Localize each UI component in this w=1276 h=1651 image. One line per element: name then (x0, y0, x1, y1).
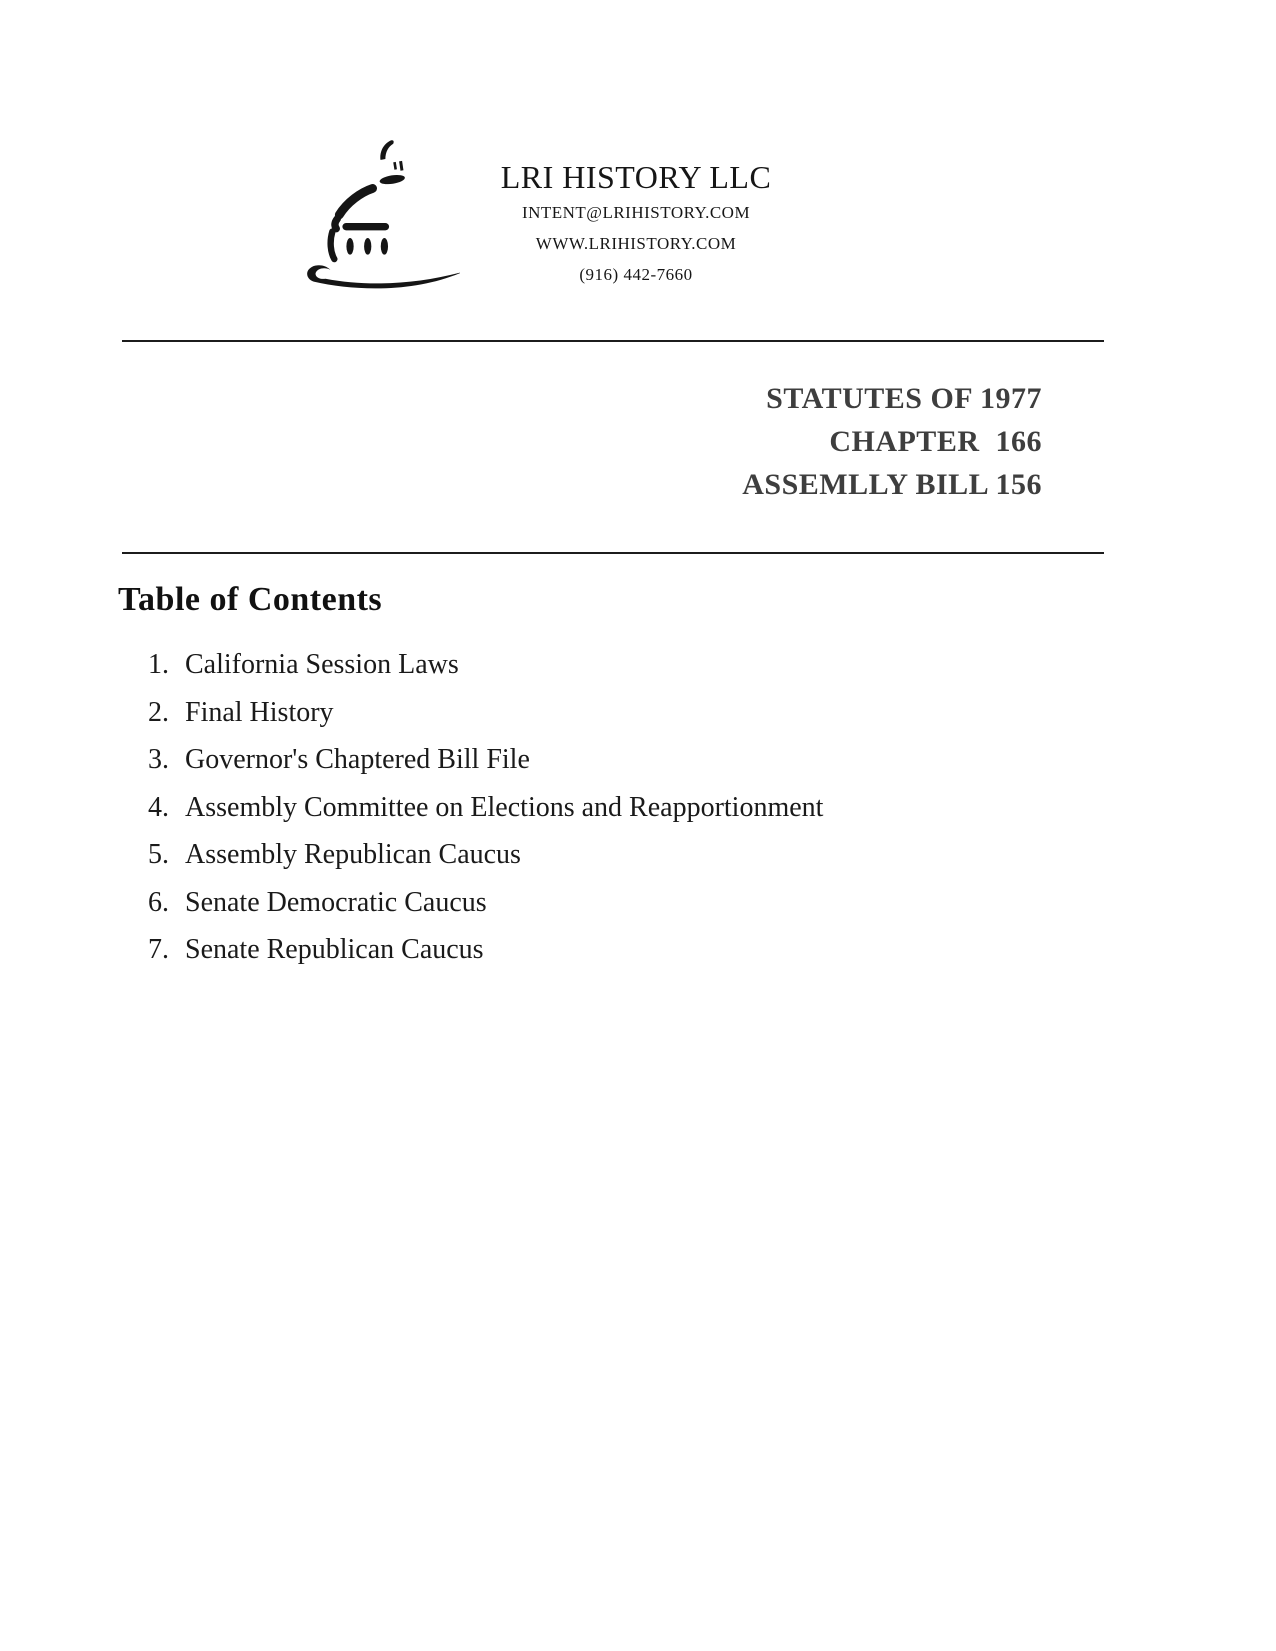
toc-item-label: Governor's Chaptered Bill File (185, 744, 530, 775)
toc-item (148, 745, 823, 775)
toc-item (148, 650, 823, 680)
toc-item (148, 888, 823, 918)
toc-item-number: 5. (148, 839, 169, 870)
toc-list (148, 650, 823, 983)
horizontal-rule-bottom (122, 552, 1104, 554)
toc-item-label: Final History (185, 696, 334, 728)
statutes-line: STATUTES OF 1977 (766, 382, 1042, 415)
toc-item (148, 698, 823, 728)
toc-item-number: 4. (148, 791, 169, 823)
toc-item-number: 7. (148, 934, 169, 965)
toc-item (148, 793, 823, 823)
toc-item-number: 6. (148, 886, 169, 918)
toc-item-label: Assembly Committee on Elections and Reapportionment (185, 791, 824, 823)
phone-text: (916) 442-7660 (579, 265, 693, 284)
toc-item (148, 935, 823, 965)
toc-item-label: California Session Laws (185, 649, 459, 680)
toc-item-number: 1. (148, 649, 169, 680)
bill-line: ASSEMLLY BILL 156 (742, 468, 1042, 501)
website-text: WWW.LRIHISTORY.COM (535, 234, 737, 253)
toc-item-label: Assembly Republican Caucus (185, 839, 521, 870)
email-text: INTENT@LRIHISTORY.COM (521, 203, 751, 222)
case-heading (742, 377, 1042, 506)
toc-item-number: 2. (148, 696, 169, 728)
chapter-line: CHAPTER 166 (829, 425, 1042, 458)
company-name: LRI HISTORY LLC (500, 159, 772, 195)
horizontal-rule-top (122, 340, 1104, 342)
toc-title: Table of Contents (118, 581, 383, 618)
toc-item-number: 3. (148, 744, 169, 775)
toc-item-label: Senate Democratic Caucus (185, 886, 487, 918)
toc-item (148, 840, 823, 870)
letterhead (436, 157, 836, 290)
toc-item-label: Senate Republican Caucus (185, 934, 484, 965)
